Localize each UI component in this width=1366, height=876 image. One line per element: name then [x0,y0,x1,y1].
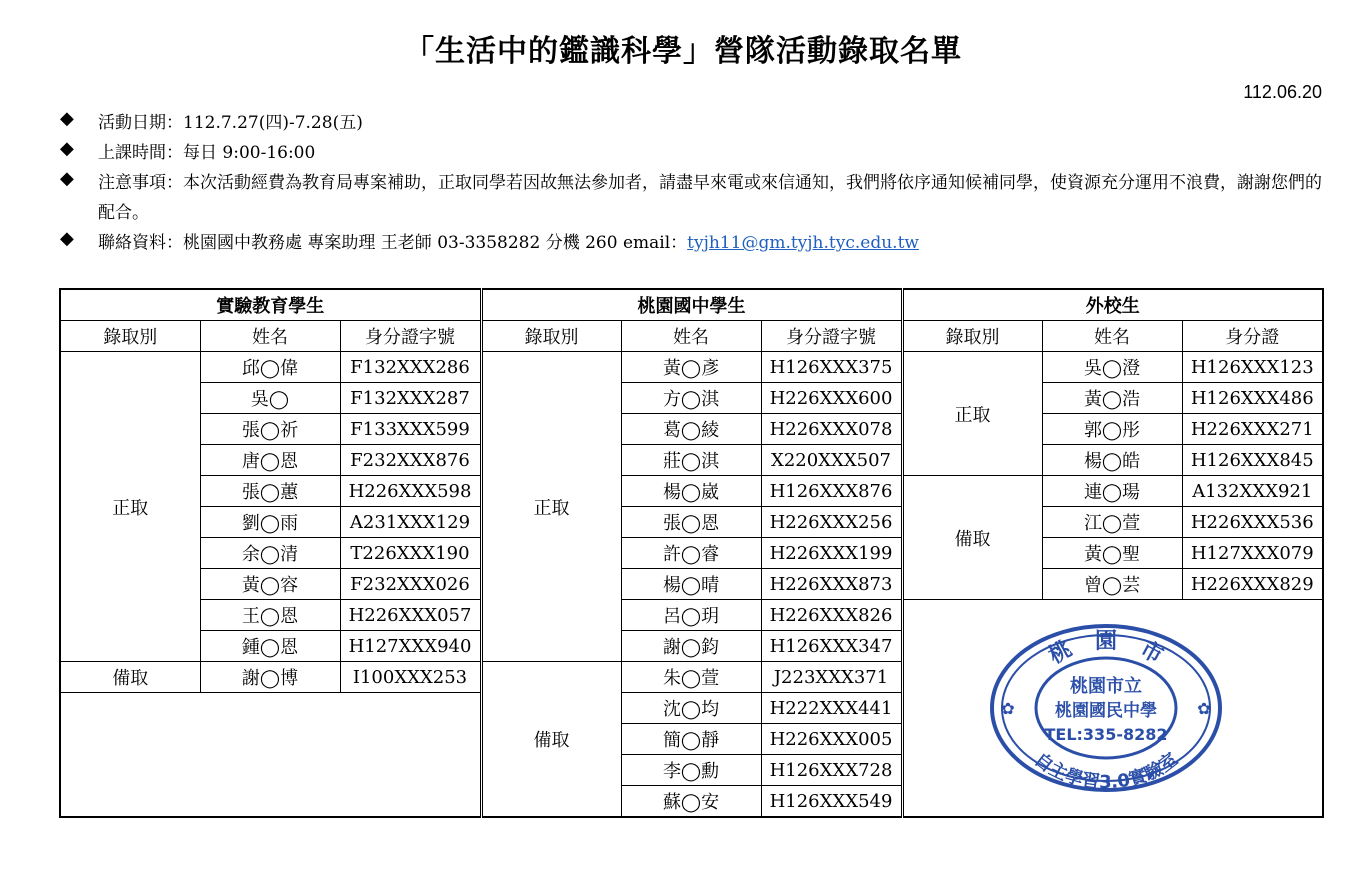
seal-line-2: 桃園國民中學 [1055,701,1157,721]
student-id: F132XXX287 [340,383,481,414]
group-header-other-school: 外校生 [902,289,1323,321]
info-notice: ◆ 注意事項：本次活動經費為教育局專案補助，正取同學若因故無法參加者，請盡早來電或來信通知，我們將依序通知候補同學，使資源充分運用不浪費，謝謝您們的配合。 [60,168,1322,223]
student-id: H126XXX123 [1182,352,1323,383]
student-name: 張◯蕙 [200,476,340,507]
document-date: 112.06.20 [1243,82,1322,102]
empty-cell [60,693,481,818]
student-name: 邱◯偉 [200,352,340,383]
diamond-bullet-icon: ◆ [60,108,74,129]
col-header-id: 身分證字號 [761,321,902,352]
table-row [60,507,1323,538]
student-name: 謝◯鈞 [621,631,761,662]
student-name: 方◯淇 [621,383,761,414]
student-name: 曾◯芸 [1042,569,1182,600]
student-id: H226XXX829 [1182,569,1323,600]
svg-text:自主學習3.0實驗室 [1030,748,1182,793]
student-id: F232XXX876 [340,445,481,476]
student-id: H226XXX078 [761,414,902,445]
svg-text:桃 園 市 [1044,629,1167,669]
student-id: T226XXX190 [340,538,481,569]
student-name: 鍾◯恩 [200,631,340,662]
col-header-status: 錄取別 [902,321,1042,352]
student-id: H126XXX549 [761,786,902,818]
table-row [60,476,1323,507]
info-contact: ◆ 聯絡資料：桃園國中教務處 專案助理 王老師 03-3358282 分機 260 email：tyjh11@gm.tyjh.tyc.edu.tw [60,228,919,253]
info-activity-date: ◆ 活動日期：112.7.27(四)-7.28(五) [60,108,363,133]
student-id: H226XXX199 [761,538,902,569]
col-header-name: 姓名 [200,321,340,352]
student-name: 楊◯晴 [621,569,761,600]
table-row [60,414,1323,445]
student-name: 簡◯靜 [621,724,761,755]
school-seal-stamp [988,622,1224,794]
status-wait-cell: 備取 [902,476,1042,600]
student-id: H126XXX876 [761,476,902,507]
student-id: H222XXX441 [761,693,902,724]
student-name: 莊◯淇 [621,445,761,476]
student-name: 黃◯彥 [621,352,761,383]
student-id: H226XXX873 [761,569,902,600]
seal-line-3: TEL:335-8282 [1044,725,1168,744]
student-name: 謝◯博 [200,662,340,693]
student-name: 李◯勳 [621,755,761,786]
student-id: H226XXX826 [761,600,902,631]
student-id: H226XXX271 [1182,414,1323,445]
group-header-experimental: 實驗教育學生 [60,289,481,321]
seal-bottom-text: 自主學習3.0實驗室 [1030,748,1182,794]
group-header-taoyuan: 桃園國中學生 [481,289,902,321]
diamond-bullet-icon: ◆ [60,228,74,249]
student-name: 沈◯均 [621,693,761,724]
student-name: 王◯恩 [200,600,340,631]
status-wait-cell: 備取 [481,662,621,818]
col-header-id: 身分證字號 [340,321,481,352]
table-row [60,383,1323,414]
student-name: 連◯瑒 [1042,476,1182,507]
student-id: H126XXX845 [1182,445,1323,476]
col-header-name: 姓名 [621,321,761,352]
student-id: H126XXX375 [761,352,902,383]
student-name: 許◯睿 [621,538,761,569]
student-id: F132XXX286 [340,352,481,383]
student-id: F232XXX026 [340,569,481,600]
table-row [60,352,1323,383]
student-name: 黃◯聖 [1042,538,1182,569]
seal-top-text: 桃 園 市 [1044,629,1168,670]
email-link[interactable]: tyjh11@gm.tyjh.tyc.edu.tw [687,233,919,253]
student-id: J223XXX371 [761,662,902,693]
student-name: 余◯清 [200,538,340,569]
table-row [60,569,1323,600]
col-header-status: 錄取別 [60,321,200,352]
student-id: H126XXX486 [1182,383,1323,414]
col-header-name: 姓名 [1042,321,1182,352]
student-name: 蘇◯安 [621,786,761,818]
seal-line-1: 桃園市立 [1070,676,1142,697]
student-name: 黃◯浩 [1042,383,1182,414]
table-row [60,538,1323,569]
diamond-bullet-icon: ◆ [60,168,74,189]
student-name: 楊◯崴 [621,476,761,507]
status-admit-cell: 正取 [481,352,621,662]
student-id: H127XXX940 [340,631,481,662]
student-name: 張◯恩 [621,507,761,538]
col-header-id: 身分證 [1182,321,1323,352]
student-name: 黃◯容 [200,569,340,600]
student-name: 朱◯萱 [621,662,761,693]
student-name: 唐◯恩 [200,445,340,476]
student-id: A231XXX129 [340,507,481,538]
status-admit-cell: 正取 [60,352,200,662]
table-row [60,445,1323,476]
student-name: 楊◯皓 [1042,445,1182,476]
student-id: H226XXX256 [761,507,902,538]
student-name: 劉◯雨 [200,507,340,538]
student-id: H226XXX600 [761,383,902,414]
student-name: 江◯萱 [1042,507,1182,538]
student-name: 葛◯綾 [621,414,761,445]
student-id: H127XXX079 [1182,538,1323,569]
plum-blossom-icon: ✿ [1197,699,1211,718]
student-id: H226XXX057 [340,600,481,631]
student-id: H126XXX347 [761,631,902,662]
student-name: 張◯祈 [200,414,340,445]
student-name: 呂◯玥 [621,600,761,631]
student-id: F133XXX599 [340,414,481,445]
page-title: 「生活中的鑑識科學」營隊活動錄取名單 [404,34,962,69]
student-id: H126XXX728 [761,755,902,786]
student-id: H226XXX598 [340,476,481,507]
student-id: X220XXX507 [761,445,902,476]
status-wait-cell: 備取 [60,662,200,693]
student-name: 吳◯ [200,383,340,414]
plum-blossom-icon: ✿ [1001,699,1015,718]
student-id: H226XXX005 [761,724,902,755]
student-id: A132XXX921 [1182,476,1323,507]
info-class-time: ◆ 上課時間：每日 9:00-16:00 [60,138,316,163]
student-name: 郭◯彤 [1042,414,1182,445]
student-name: 吳◯澄 [1042,352,1182,383]
student-id: I100XXX253 [340,662,481,693]
diamond-bullet-icon: ◆ [60,138,74,159]
col-header-status: 錄取別 [481,321,621,352]
student-id: H226XXX536 [1182,507,1323,538]
status-admit-cell: 正取 [902,352,1042,476]
